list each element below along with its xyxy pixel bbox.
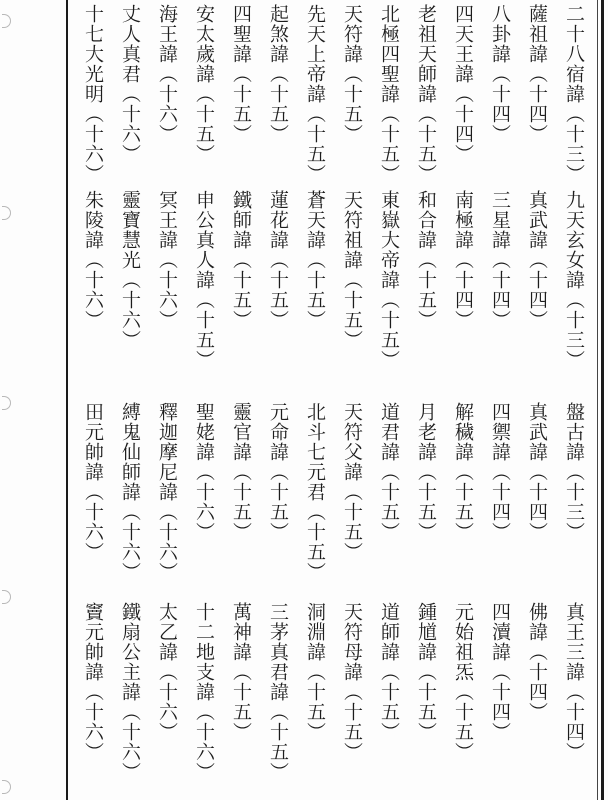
index-entry[interactable]: 鐵師諱（十五）	[230, 190, 252, 330]
binding-hole	[2, 396, 11, 410]
frame-rule-right	[601, 0, 604, 800]
index-entry[interactable]: 起煞諱（十五）	[267, 4, 289, 144]
index-column	[296, 0, 333, 790]
index-entry[interactable]: 天符諱（十五）	[341, 4, 363, 144]
index-entry[interactable]: 聖姥諱（十六）	[193, 402, 215, 542]
index-entry[interactable]: 四聖諱（十五）	[230, 4, 252, 144]
index-entry[interactable]: 蒼天諱（十五）	[304, 190, 326, 330]
index-entry[interactable]: 四瀆諱（十四）	[489, 602, 511, 742]
frame-rule-left	[66, 0, 68, 800]
binding-hole	[2, 590, 11, 604]
index-entry[interactable]: 南極諱（十四）	[452, 190, 474, 330]
index-entry[interactable]: 道師諱（十五）	[378, 602, 400, 742]
index-entry[interactable]: 冥王諱（十六）	[156, 190, 178, 330]
index-entry[interactable]: 釋迦摩尼諱（十六）	[156, 402, 178, 582]
index-entry[interactable]: 北斗七元君（十五）	[304, 402, 326, 582]
index-entry[interactable]: 縛鬼仙師諱（十六）	[119, 402, 141, 582]
index-entry[interactable]: 薩祖諱（十四）	[526, 4, 548, 144]
binding-hole	[2, 14, 11, 28]
index-column	[555, 0, 592, 790]
index-entry[interactable]: 四天王諱（十四）	[452, 4, 474, 164]
index-column	[148, 0, 185, 790]
index-entry[interactable]: 北極四聖諱（十五）	[378, 4, 400, 184]
index-entry[interactable]: 道君諱（十五）	[378, 402, 400, 542]
index-entry[interactable]: 先天上帝諱（十五）	[304, 4, 326, 184]
index-entry[interactable]: 解穢諱（十五）	[452, 402, 474, 542]
index-entry[interactable]: 靈寶慧光（十六）	[119, 190, 141, 350]
index-column	[518, 0, 555, 790]
index-column	[74, 0, 111, 790]
index-entry[interactable]: 靈官諱（十五）	[230, 402, 252, 542]
index-entry[interactable]: 朱陵諱（十六）	[82, 190, 104, 330]
index-entry[interactable]: 元始祖炁（十五）	[452, 602, 474, 762]
index-entry[interactable]: 八卦諱（十四）	[489, 4, 511, 144]
index-entry[interactable]: 十二地支諱（十六）	[193, 602, 215, 782]
index-entry[interactable]: 太乙諱（十六）	[156, 602, 178, 742]
index-entry[interactable]: 十七大光明（十六）	[82, 4, 104, 184]
index-entry[interactable]: 萬神諱（十五）	[230, 602, 252, 742]
index-entry[interactable]: 佛諱（十四）	[526, 602, 548, 722]
index-entry[interactable]: 天符祖諱（十五）	[341, 190, 363, 350]
index-entry[interactable]: 四禦諱（十四）	[489, 402, 511, 542]
index-entry[interactable]: 蓮花諱（十五）	[267, 190, 289, 330]
index-entry[interactable]: 三茅真君諱（十五）	[267, 602, 289, 782]
index-entry[interactable]: 竇元帥諱（十六）	[82, 602, 104, 762]
index-column	[259, 0, 296, 790]
index-column	[222, 0, 259, 790]
binding-hole	[2, 206, 11, 220]
index-entry[interactable]: 申公真人諱（十五）	[193, 190, 215, 370]
index-column	[444, 0, 481, 790]
index-entry[interactable]: 東嶽大帝諱（十五）	[378, 190, 400, 370]
frame-rule-right-inner	[597, 0, 598, 800]
index-entry[interactable]: 三星諱（十四）	[489, 190, 511, 330]
index-entry[interactable]: 元命諱（十五）	[267, 402, 289, 542]
index-entry[interactable]: 二十八宿諱（十三）	[563, 4, 585, 184]
index-column	[370, 0, 407, 790]
index-entry[interactable]: 天符母諱（十五）	[341, 602, 363, 762]
index-entry[interactable]: 田元帥諱（十六）	[82, 402, 104, 562]
index-entry[interactable]: 安太歲諱（十五）	[193, 4, 215, 164]
index-entry[interactable]: 真王三諱（十四）	[563, 602, 585, 762]
index-entry[interactable]: 丈人真君（十六）	[119, 4, 141, 164]
binding-hole	[2, 780, 11, 794]
index-column	[185, 0, 222, 790]
index-entry[interactable]: 海王諱（十六）	[156, 4, 178, 144]
index-grid	[72, 0, 594, 790]
index-column	[111, 0, 148, 790]
index-column	[333, 0, 370, 790]
index-entry[interactable]: 鐵扇公主諱（十六）	[119, 602, 141, 782]
index-entry[interactable]: 洞淵諱（十五）	[304, 602, 326, 742]
index-entry[interactable]: 九天玄女諱（十三）	[563, 190, 585, 370]
index-entry[interactable]: 老祖天師諱（十五）	[415, 4, 437, 184]
index-column	[481, 0, 518, 790]
index-column	[407, 0, 444, 790]
index-entry[interactable]: 盤古諱（十三）	[563, 402, 585, 542]
index-entry[interactable]: 真武諱（十四）	[526, 402, 548, 542]
index-entry[interactable]: 天符父諱（十五）	[341, 402, 363, 562]
index-entry[interactable]: 月老諱（十五）	[415, 402, 437, 542]
index-entry[interactable]: 和合諱（十五）	[415, 190, 437, 330]
index-entry[interactable]: 真武諱（十四）	[526, 190, 548, 330]
index-entry[interactable]: 鍾馗諱（十五）	[415, 602, 437, 742]
